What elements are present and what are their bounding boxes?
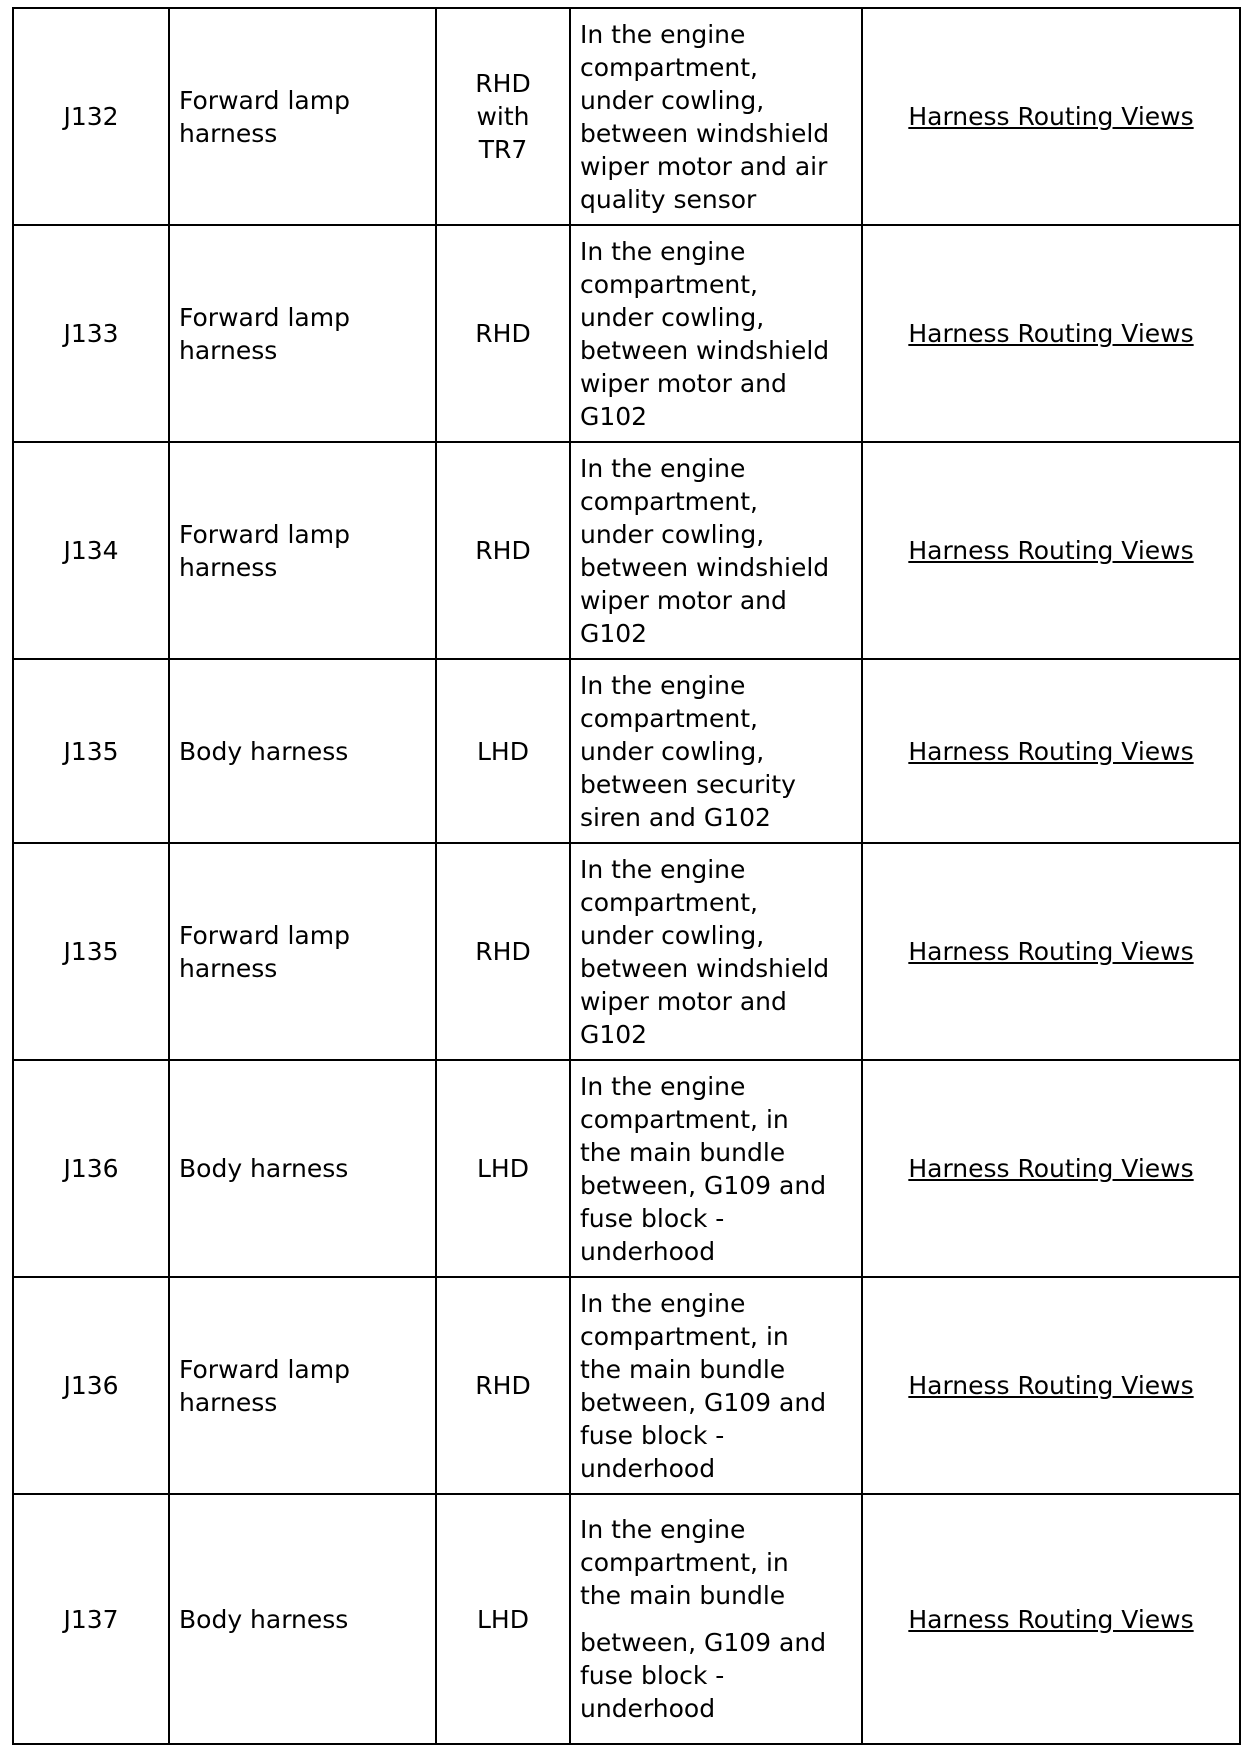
harness-routing-views-link[interactable]: Harness Routing Views [908,937,1194,966]
splice-id: J136 [63,1371,119,1400]
harness-routing-views-link[interactable]: Harness Routing Views [908,1604,1194,1634]
harness-cell [169,843,436,1060]
location-text: In the engine compartment, under cowling, between windshield wiper motor and G102 [580,854,830,1049]
location-cell [570,8,862,225]
option-code: RHD [475,319,531,348]
splice-id-cell [13,1060,169,1277]
harness-cell [169,442,436,659]
splice-id: J136 [63,1154,119,1183]
location-cell [570,225,862,442]
splice-id: J133 [63,319,119,348]
splice-table [12,7,1241,1745]
location-cell [570,1494,862,1744]
location-cell [570,1277,862,1494]
harness-name: Forward lamp harness [179,302,350,365]
option-cell [436,1494,570,1744]
table-row [13,843,1240,1060]
option-code: RHD [475,536,531,565]
link-cell [862,442,1240,659]
harness-name: Forward lamp harness [179,519,350,582]
link-cell [862,1277,1240,1494]
option-cell [436,8,570,225]
location-text: In the engine compartment, under cowling, between windshield wiper motor and G102 [580,236,830,431]
link-cell [862,225,1240,442]
option-cell [436,843,570,1060]
splice-id: J135 [63,736,119,766]
option-code: RHD [475,1371,531,1400]
link-cell [862,659,1240,843]
harness-routing-views-link[interactable]: Harness Routing Views [908,319,1194,348]
splice-table-body [13,8,1240,1744]
location-text: In the engine compartment, under cowling, between security siren and G102 [580,670,796,832]
table-row [13,1494,1240,1744]
location-cell [570,659,862,843]
harness-routing-views-link[interactable]: Harness Routing Views [908,1371,1194,1400]
splice-id-cell [13,442,169,659]
harness-name: Body harness [179,736,349,766]
harness-cell [169,225,436,442]
harness-cell [169,1060,436,1277]
location-text: between, G109 and fuse block - underhood [580,1628,827,1723]
table-row [13,225,1240,442]
harness-cell [169,1494,436,1744]
option-cell [436,442,570,659]
splice-id-cell [13,1277,169,1494]
harness-name: Forward lamp harness [179,85,350,148]
location-cell [570,442,862,659]
link-cell [862,1060,1240,1277]
table-row [13,659,1240,843]
link-cell [862,843,1240,1060]
splice-id-cell [13,843,169,1060]
harness-routing-views-link[interactable]: Harness Routing Views [908,536,1194,565]
harness-name: Body harness [179,1604,349,1634]
harness-cell [169,1277,436,1494]
location-text: In the engine compartment, under cowling, between windshield wiper motor and air quality sensor [580,19,830,214]
table-row [13,1277,1240,1494]
table-row [13,1060,1240,1277]
table-row [13,8,1240,225]
option-cell [436,659,570,843]
option-cell [436,225,570,442]
splice-id: J132 [63,102,119,131]
harness-name: Forward lamp harness [179,1354,350,1417]
option-cell [436,1060,570,1277]
location-text: In the engine compartment, in the main bundle [580,1515,789,1610]
table-row [13,442,1240,659]
option-cell [436,1277,570,1494]
location-cell [570,843,862,1060]
link-cell [862,8,1240,225]
harness-routing-views-link[interactable]: Harness Routing Views [908,1154,1194,1183]
location-text: In the engine compartment, in the main bundle between, G109 and fuse block - underhood [580,1071,827,1266]
option-code: LHD [477,736,529,766]
harness-name: Body harness [179,1154,349,1183]
option-code: LHD [477,1154,529,1183]
harness-routing-views-link[interactable]: Harness Routing Views [908,102,1194,131]
location-text: In the engine compartment, in the main bundle between, G109 and fuse block - underhood [580,1288,827,1483]
harness-cell [169,8,436,225]
splice-id: J134 [63,536,119,565]
harness-routing-views-link[interactable]: Harness Routing Views [908,736,1194,766]
harness-name: Forward lamp harness [179,920,350,983]
splice-id: J135 [63,937,119,966]
harness-cell [169,659,436,843]
splice-id-cell [13,8,169,225]
splice-id-cell [13,225,169,442]
splice-id: J137 [63,1604,119,1634]
option-code: RHD with TR7 [475,69,531,164]
location-text: In the engine compartment, under cowling, between windshield wiper motor and G102 [580,453,830,648]
option-code: LHD [477,1604,529,1634]
option-code: RHD [475,937,531,966]
splice-id-cell [13,1494,169,1744]
splice-id-cell [13,659,169,843]
link-cell [862,1494,1240,1744]
location-cell [570,1060,862,1277]
